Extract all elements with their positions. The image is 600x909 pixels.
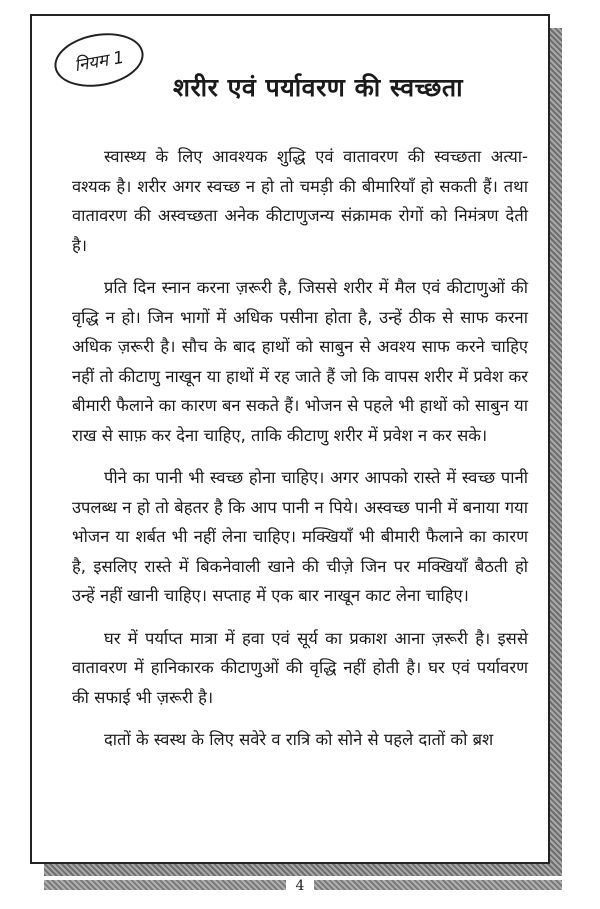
- page-number: 4: [286, 878, 315, 894]
- rule-badge: नियम 1: [50, 27, 148, 94]
- page-body: [72, 142, 528, 768]
- paragraph-2: प्रति दिन स्नान करना ज़रूरी है, जिससे शरीर में मैल एवं कीटाणुओं की वृद्धि न हो। जिन भागों में अधिक पसीना होता है, उन्हें ठीक से साफ करना अधिक ज़रूरी है। सौच के बाद हाथों को साबुन से अवश्य साफ करने चाहिए नहीं तो कीटाणु नाखून या हाथों में रह जाते हैं जो कि वापस शरीर में प्रवेश कर बीमारी फैलाने का कारण बन सकते हैं। भोजन से पहले भी हाथों को साबुन या राख से साफ़ कर देना चाहिए, ताकि कीटाणु शरीर में प्रवेश न कर सके।: [72, 278, 528, 445]
- paragraph-5: दातों के स्वस्थ के लिए सवेरे व रात्रि को सोने से पहले दातों को ब्रश: [104, 730, 494, 749]
- book-page: [30, 14, 550, 864]
- paragraph-4: घर में पर्याप्त मात्रा में हवा एवं सूर्य का प्रकाश आना ज़रूरी है। इससे वातावरण में हानिकारक कीटाणुओं की वृद्धि नहीं होती है। घर एवं पर्यावरण की सफाई भी ज़रूरी है।: [72, 628, 528, 707]
- paragraph-1: स्वास्थ्य के लिए आवश्यक शुद्धि एवं वातावरण की स्वच्छता अत्या- वश्यक है। शरीर अगर स्वच्छ न हो तो चमड़ी की बीमारियाँ हो सकती हैं। तथा वातावरण की अस्वच्छता अनेक कीटाणुजन्य संक्रामक रोगों को निमंत्रण देती है।: [72, 147, 528, 255]
- paragraph-3: पीने का पानी भी स्वच्छ होना चाहिए। अगर आपको रास्ते में स्वच्छ पानी उपलब्ध न हो तो बेहतर है कि आप पानी न पिये। अस्वच्छ पानी में बनाया गया भोजन या शर्बत भी नहीं लेना चाहिए। मक्खियाँ भी बीमारी फैलाने का कारण है, इसलिए रास्ते में बिकनेवाली खाने की चीज़े जिन पर मक्खियाँ बैठती हो उन्हें नहीं खानी चाहिए। सप्ताह में एक बार नाखून काट लेना चाहिए।: [72, 468, 528, 605]
- page-number-wrap: [0, 878, 600, 894]
- page-title: शरीर एवं पर्यावरण की स्वच्छता: [172, 73, 464, 102]
